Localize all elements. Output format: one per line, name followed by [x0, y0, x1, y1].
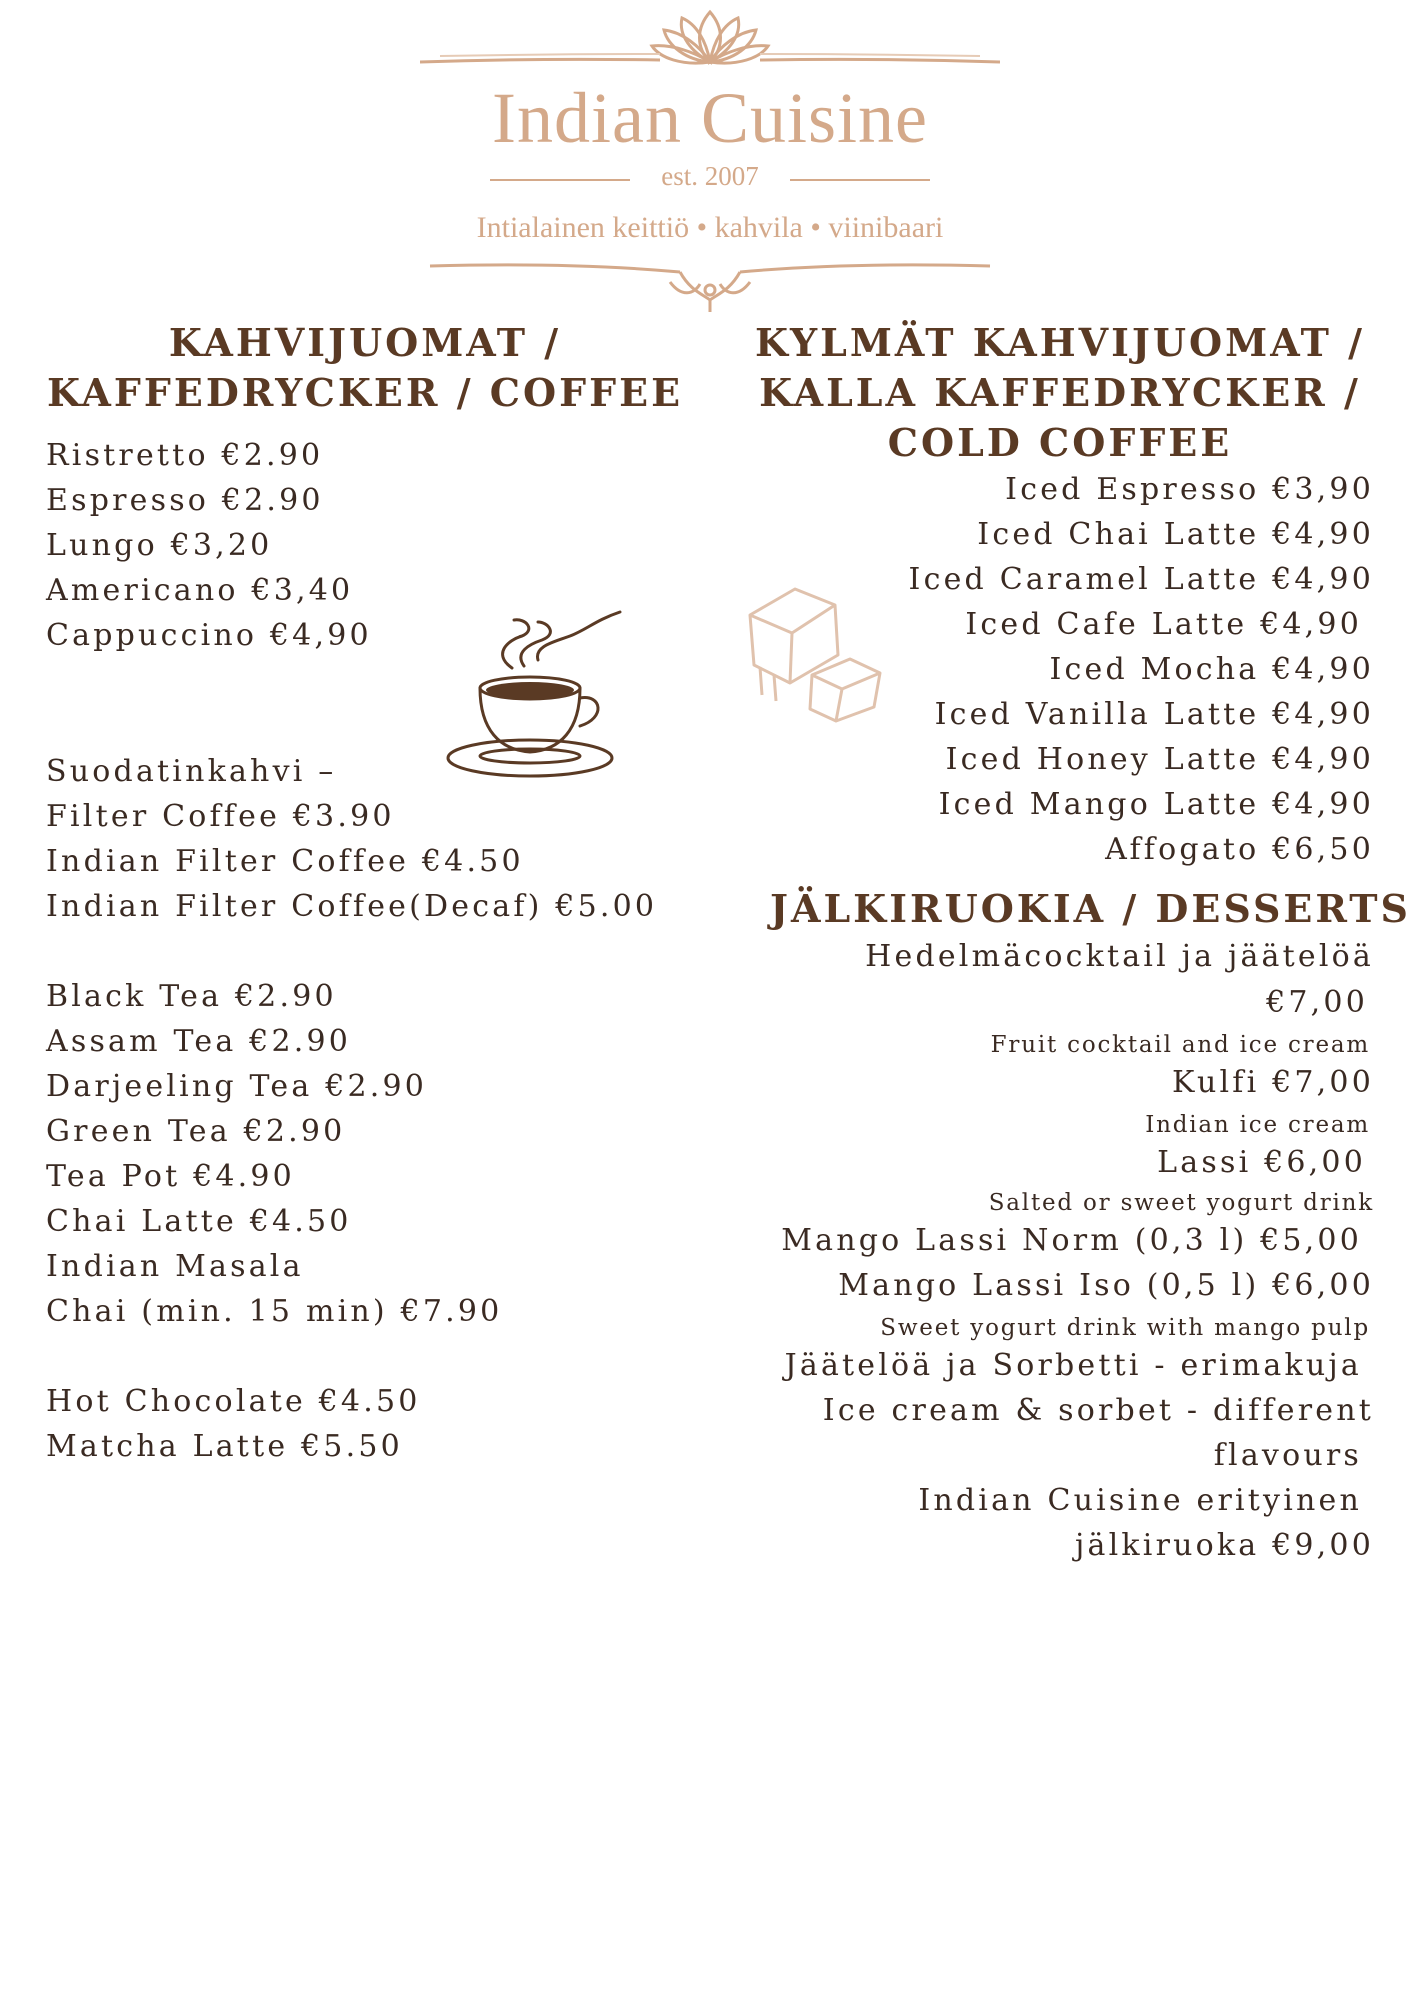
dessert-ice-cream-en: Ice cream & sorbet - different: [822, 1393, 1374, 1428]
menu-item-chai-latte: Chai Latte €4.50: [46, 1204, 352, 1239]
menu-item-indian-filter-coffee-decaf: Indian Filter Coffee(Decaf) €5.00: [46, 889, 658, 924]
dessert-ice-cream-en-cont: flavours: [1213, 1438, 1362, 1473]
menu-item-green-tea: Green Tea €2.90: [46, 1114, 346, 1149]
dessert-special-price: jälkiruoka €9,00: [1075, 1528, 1374, 1563]
dessert-kulfi: Kulfi €7,00: [1172, 1065, 1374, 1100]
menu-item-espresso: Espresso €2.90: [46, 483, 324, 518]
menu-item-iced-chai-latte: Iced Chai Latte €4,90: [977, 517, 1374, 552]
dessert-mango-lassi-norm: Mango Lassi Norm (0,3 l) €5,00: [781, 1223, 1362, 1258]
menu-item-assam-tea: Assam Tea €2.90: [46, 1024, 352, 1059]
restaurant-logo: [420, 0, 1000, 320]
desserts-heading: JÄLKIRUOKIA / DESSERTS: [770, 886, 1411, 931]
menu-item-filter-coffee: Filter Coffee €3.90: [46, 799, 395, 834]
menu-item-iced-honey-latte: Iced Honey Latte €4,90: [945, 742, 1374, 777]
dessert-lassi: Lassi €6,00: [1157, 1145, 1366, 1180]
menu-item-indian-masala: Indian Masala: [46, 1249, 304, 1284]
dessert-fruit-cocktail-price: €7,00: [1266, 985, 1368, 1020]
cold-coffee-heading-line: KYLMÄT KAHVIJUOMAT /: [754, 320, 1366, 365]
menu-item-black-tea: Black Tea €2.90: [46, 979, 337, 1014]
menu-item-cappuccino: Cappuccino €4,90: [46, 618, 372, 653]
menu-item-iced-mocha: Iced Mocha €4,90: [1049, 652, 1374, 687]
dessert-special: Indian Cuisine erityinen: [918, 1483, 1362, 1518]
dessert-lassi-description: Salted or sweet yogurt drink: [988, 1190, 1374, 1216]
menu-item-tea-pot: Tea Pot €4.90: [46, 1159, 295, 1194]
menu-item-americano: Americano €3,40: [46, 573, 354, 608]
dessert-ice-cream-fi: Jäätelöä ja Sorbetti - erimakuja: [784, 1348, 1362, 1383]
logo-title: Indian Cuisine: [492, 78, 928, 158]
dessert-fruit-cocktail-description: Fruit cocktail and ice cream: [990, 1032, 1370, 1058]
dessert-fruit-cocktail: Hedelmäcocktail ja jäätelöä: [865, 939, 1374, 974]
menu-item-ristretto: Ristretto €2.90: [46, 438, 324, 473]
menu-item-suodatinkahvi: Suodatinkahvi –: [46, 754, 337, 789]
logo-tagline: Intialainen keittiö • kahvila • viinibaari: [476, 211, 944, 244]
coffee-heading: [40, 318, 690, 418]
menu-item-darjeeling-tea: Darjeeling Tea €2.90: [46, 1069, 428, 1104]
coffee-cup-icon: [430, 600, 630, 790]
menu-item-affogato: Affogato €6,50: [1105, 832, 1374, 867]
cold-coffee-heading: [740, 318, 1380, 468]
dessert-kulfi-description: Indian ice cream: [1145, 1112, 1370, 1138]
menu-item-iced-cafe-latte: Iced Cafe Latte €4,90: [965, 607, 1362, 642]
dessert-mango-lassi-iso: Mango Lassi Iso (0,5 l) €6,00: [838, 1268, 1374, 1303]
menu-item-lungo: Lungo €3,20: [46, 528, 273, 563]
cold-coffee-heading-line: KALLA KAFFEDRYCKER /: [759, 370, 1361, 415]
menu-item-iced-caramel-latte: Iced Caramel Latte €4,90: [908, 562, 1374, 597]
coffee-heading-line: KAFFEDRYCKER / COFFEE: [46, 370, 684, 415]
menu-item-iced-mango-latte: Iced Mango Latte €4,90: [938, 787, 1374, 822]
ice-cube-icon: [740, 575, 900, 725]
menu-item-iced-vanilla-latte: Iced Vanilla Latte €4,90: [934, 697, 1374, 732]
menu-item-hot-chocolate: Hot Chocolate €4.50: [46, 1384, 421, 1419]
coffee-heading-line: KAHVIJUOMAT /: [168, 320, 562, 365]
menu-item-masala-chai: Chai (min. 15 min) €7.90: [46, 1294, 503, 1329]
logo-established: est. 2007: [661, 161, 759, 191]
cold-coffee-heading-line: COLD COFFEE: [887, 420, 1233, 465]
menu-item-indian-filter-coffee: Indian Filter Coffee €4.50: [46, 844, 524, 879]
menu-item-matcha-latte: Matcha Latte €5.50: [46, 1429, 403, 1464]
dessert-mango-lassi-description: Sweet yogurt drink with mango pulp: [880, 1315, 1370, 1341]
menu-item-iced-espresso: Iced Espresso €3,90: [1005, 472, 1374, 507]
